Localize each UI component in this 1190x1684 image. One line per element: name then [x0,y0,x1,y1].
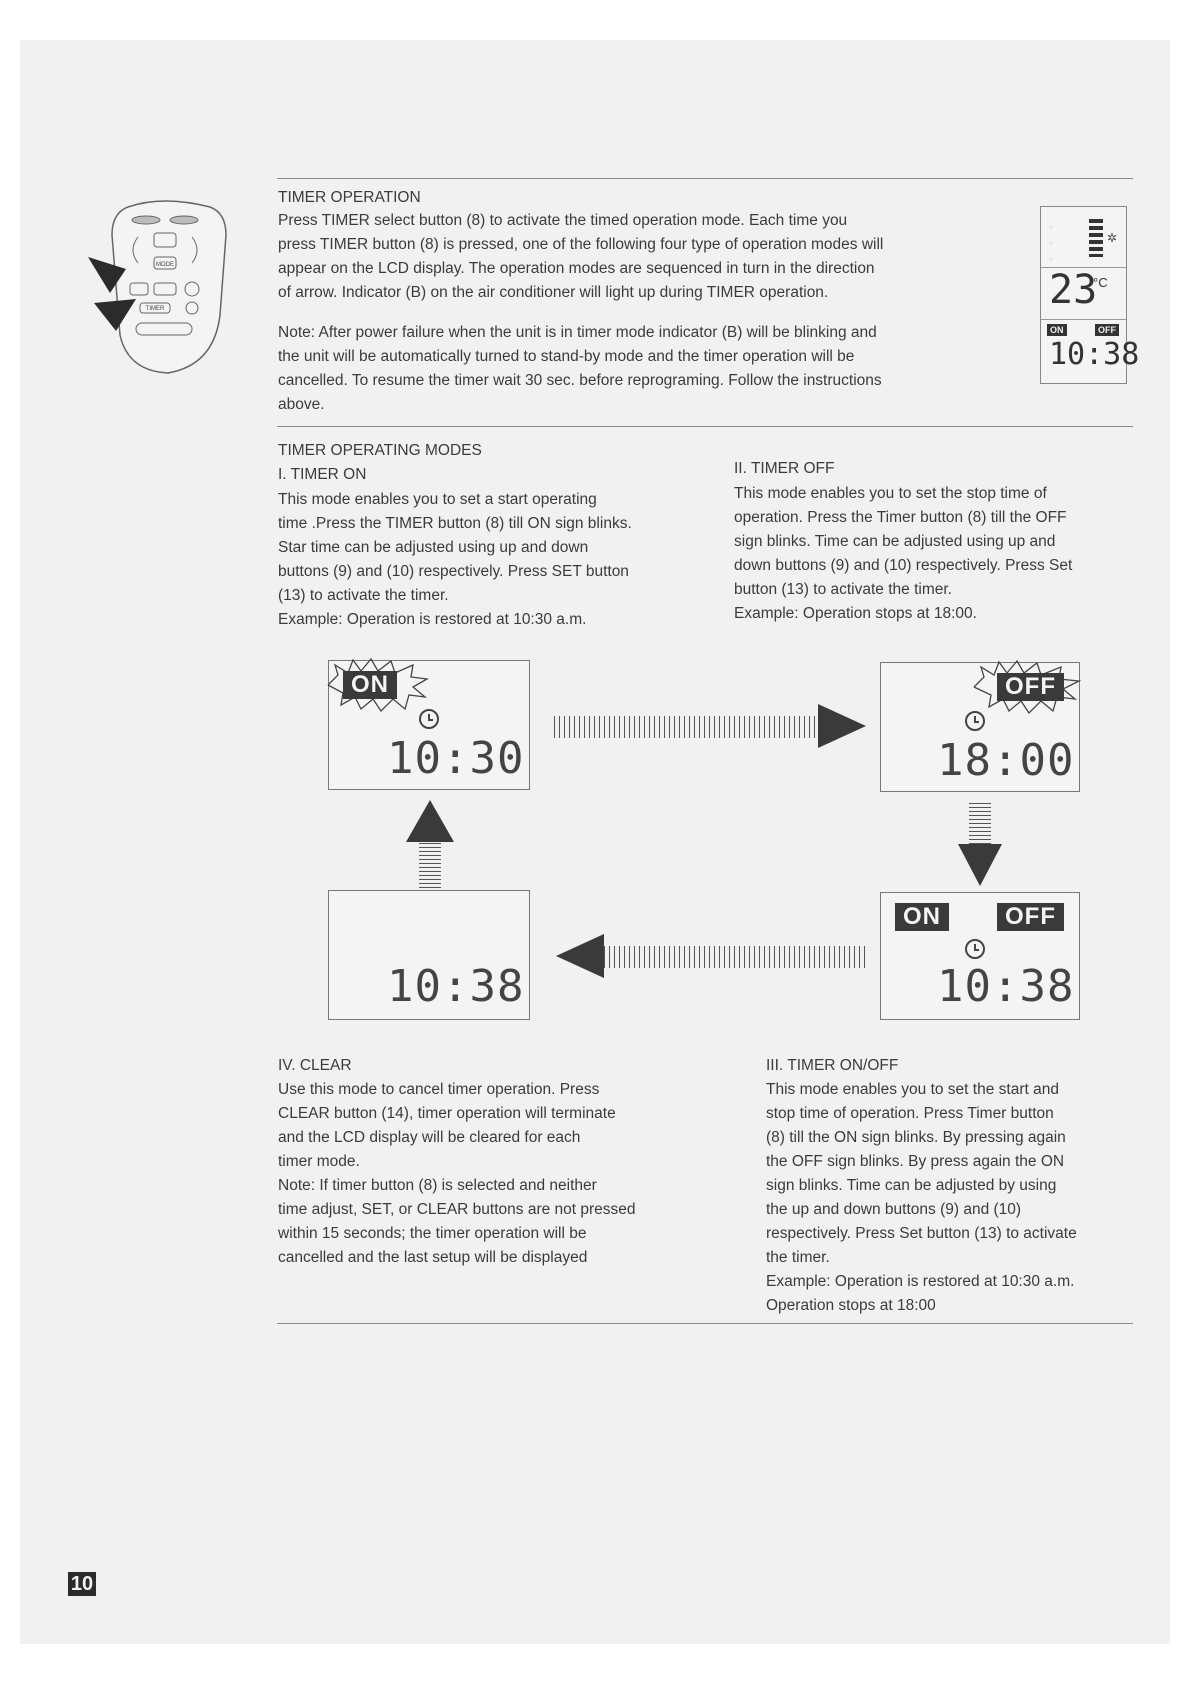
section-heading-operating-modes: TIMER OPERATING MODES [278,442,482,459]
remote-top-button-left [132,216,160,224]
timer-off-line-2: operation. Press the Timer button (8) till the OFF [734,509,1067,526]
clock-icon [419,709,439,729]
clock-icon [965,711,985,731]
remote-top-button-right [170,216,198,224]
temperature-readout: 23 [1049,267,1098,313]
remote-mode-label: MODE [156,262,174,268]
arrow-up-head-icon [406,800,454,842]
panel-clear-time: 10:38 [387,961,525,1012]
timer-on-off-title: III. TIMER ON/OFF [766,1057,899,1074]
panel-onoff-time: 10:38 [937,961,1075,1012]
timer-on-off-line-7: respectively. Press Set button (13) to activate [766,1225,1077,1242]
bottom-rule [277,1323,1133,1324]
timer-off-line-1: This mode enables you to set the stop time of [734,485,1047,502]
lcd-panel-timer-off [880,662,1080,792]
arrow-right-head-icon [818,704,866,748]
timer-on-line-5: (13) to activate the timer. [278,587,449,604]
lcd-panel-timer-on [328,660,530,790]
top-rule [277,178,1133,179]
timer-on-off-line-10: Operation stops at 18:00 [766,1297,936,1314]
clear-line-8: cancelled and the last setup will be displayed [278,1249,588,1266]
clear-line-1: Use this mode to cancel timer operation. Press [278,1081,600,1098]
panel-on-time: 10:30 [387,733,525,784]
timer-on-line-3: Star time can be adjusted using up and down [278,539,589,556]
clear-line-7: within 15 seconds; the timer operation will be [278,1225,587,1242]
lcd-panel-clear [328,890,530,1020]
timer-operation-line-2: press TIMER button (8) is pressed, one of the following four type of operation modes will [278,236,884,253]
timer-note-line-1: Note: After power failure when the unit is in timer mode indicator (B) will be blinking and [278,324,877,341]
timer-on-line-4: buttons (9) and (10) respectively. Press SET button [278,563,629,580]
timer-off-line-3: sign blinks. Time can be adjusted using up and [734,533,1056,550]
section-heading-timer-operation: TIMER OPERATION [278,189,421,206]
timer-on-line-1: This mode enables you to set a start operating [278,491,597,508]
side-time-readout: 10:38 [1049,337,1140,372]
on-badge: ON [895,903,949,931]
timer-on-line-6: Example: Operation is restored at 10:30 a.m. [278,611,587,628]
fan-icon: ✲ [1107,231,1118,245]
clock-icon [965,939,985,959]
timer-on-off-line-6: the up and down buttons (9) and (10) [766,1201,1022,1218]
arrow-down-shaft [969,800,991,844]
clear-title: IV. CLEAR [278,1057,352,1074]
lcd-panel-timer-on-off [880,892,1080,1020]
clear-line-6: time adjust, SET, or CLEAR buttons are not pressed [278,1201,636,1218]
timer-on-off-line-8: the timer. [766,1249,830,1266]
timer-on-line-2: time .Press the TIMER button (8) till ON sign blinks. [278,515,632,532]
side-on-badge: ON [1047,324,1067,336]
mode-icons: ◦ ◦ ◦ [1049,220,1054,266]
page-number: 10 [68,1572,96,1596]
arrow-up-shaft [419,842,441,888]
panel-off-time: 18:00 [937,735,1075,786]
timer-on-off-line-2: stop time of operation. Press Timer button [766,1105,1054,1122]
remote-timer-label: TIMER [145,306,165,312]
timer-on-off-line-4: the OFF sign blinks. By press again the ON [766,1153,1065,1170]
timer-note-line-3: cancelled. To resume the timer wait 30 sec. before reprograming. Follow the instructions [278,372,882,389]
timer-on-title: I. TIMER ON [278,466,367,483]
clear-line-3: and the LCD display will be cleared for each [278,1129,581,1146]
timer-off-line-4: down buttons (9) and (10) respectively. Press Set [734,557,1073,574]
timer-on-off-line-1: This mode enables you to set the start and [766,1081,1059,1098]
clear-line-5: Note: If timer button (8) is selected and neither [278,1177,597,1194]
timer-operation-line-3: appear on the LCD display. The operation modes are sequenced in turn in the direction [278,260,875,277]
arrow-right-shaft [554,716,818,738]
timer-off-line-5: button (13) to activate the timer. [734,581,952,598]
off-badge: OFF [997,673,1064,701]
on-badge: ON [343,671,397,699]
timer-on-off-line-5: sign blinks. Time can be adjusted by using [766,1177,1057,1194]
timer-on-off-line-3: (8) till the ON sign blinks. By pressing again [766,1129,1066,1146]
fan-speed-icon [1089,219,1103,257]
arrow-down-head-icon [958,844,1002,886]
off-badge: OFF [997,903,1064,931]
clear-line-2: CLEAR button (14), timer operation will terminate [278,1105,616,1122]
timer-note-line-4: above. [278,396,325,413]
temperature-unit: °C [1093,275,1108,290]
remote-control-illustration [88,195,238,385]
clear-line-4: timer mode. [278,1153,360,1170]
timer-operation-line-1: Press TIMER select button (8) to activate the timed operation mode. Each time you [278,212,848,229]
mid-rule [277,426,1133,427]
timer-operation-line-4: of arrow. Indicator (B) on the air conditioner will light up during TIMER operation. [278,284,829,301]
timer-off-line-6: Example: Operation stops at 18:00. [734,605,977,622]
arrow-left-head-icon [556,934,604,978]
timer-on-off-line-9: Example: Operation is restored at 10:30 a.m. [766,1273,1075,1290]
arrow-left-shaft [604,946,868,968]
side-off-badge: OFF [1095,324,1119,336]
timer-off-title: II. TIMER OFF [734,460,835,477]
side-lcd-display [1040,206,1140,384]
timer-note-line-2: the unit will be automatically turned to stand-by mode and the timer operation will be [278,348,855,365]
